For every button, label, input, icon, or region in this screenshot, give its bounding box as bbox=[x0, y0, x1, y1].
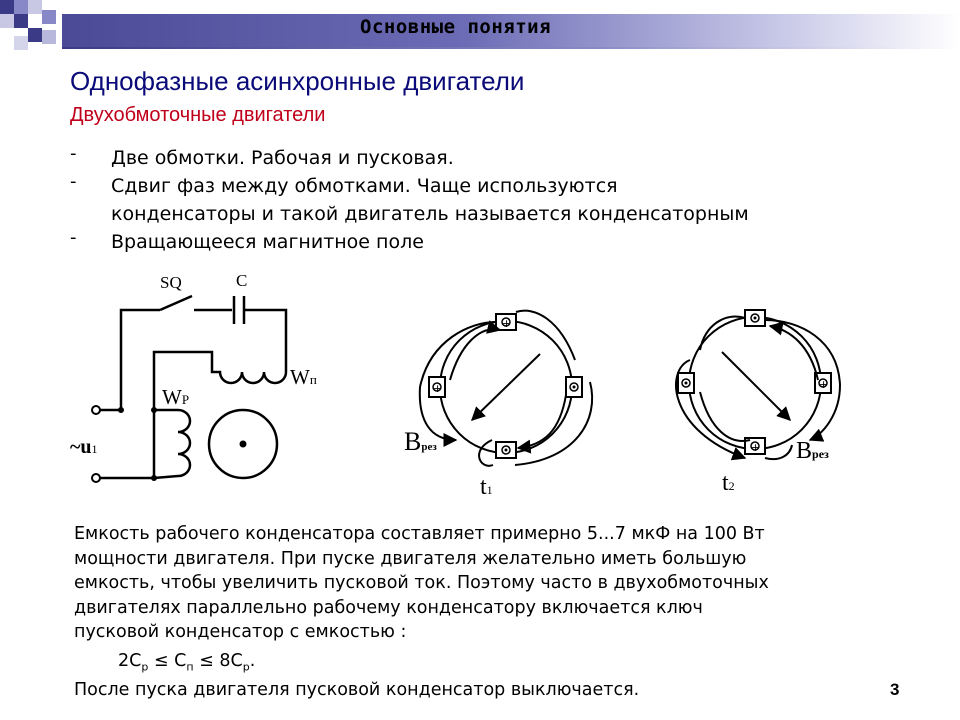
switch-blade bbox=[160, 296, 192, 310]
work-winding-label: WР bbox=[162, 385, 190, 409]
bullet-line: конденсаторы и такой двигатель называется конденсаторным bbox=[111, 203, 749, 225]
stator-t1-slot-marks bbox=[433, 317, 578, 454]
time-label-t2: t2 bbox=[722, 470, 735, 496]
page-number: 3 bbox=[890, 680, 900, 699]
circuit-schematic bbox=[100, 296, 286, 478]
stator-t1 bbox=[420, 311, 592, 466]
paragraph-line: пусковой конденсатор с емкостью : bbox=[74, 622, 407, 642]
junction-dot bbox=[151, 475, 157, 481]
start-winding-label: Wп bbox=[290, 365, 317, 389]
paragraph-line: мощности двигателя. При пуске двигателя желательно иметь большую bbox=[74, 548, 747, 569]
junction-dot bbox=[118, 407, 124, 413]
rotor-center bbox=[240, 441, 247, 448]
svg-text:+: + bbox=[751, 441, 761, 454]
slide-subtitle: Двухобмоточные двигатели bbox=[70, 104, 326, 126]
field-arrow bbox=[472, 354, 540, 420]
section-title: Основные понятия bbox=[360, 16, 552, 38]
svg-text:+: + bbox=[433, 382, 443, 395]
bullet-line: Сдвиг фаз между обмотками. Чаще используются bbox=[111, 175, 618, 197]
field-label-t2: Bрез bbox=[796, 438, 829, 464]
switch-label: SQ bbox=[160, 273, 182, 292]
time-label-t1: t1 bbox=[480, 474, 493, 500]
slide-title: Однофазные асинхронные двигатели bbox=[70, 66, 525, 96]
bullet-dash: - bbox=[70, 171, 77, 192]
capacitor-label: C bbox=[236, 271, 248, 290]
paragraph-line: Емкость рабочего конденсатора составляет примерно 5...7 мкФ на 100 Вт bbox=[74, 524, 765, 544]
svg-text:+: + bbox=[819, 378, 829, 391]
field-label-t1: Bрез bbox=[404, 427, 437, 456]
conclusion-line: После пуска двигателя пусковой конденсатор выключается. bbox=[74, 680, 640, 700]
supply-label: ~u1 bbox=[70, 436, 98, 458]
supply-terminal bbox=[92, 406, 100, 414]
capacitance-formula: $2C_p \le C_п \le 8C_p$. bbox=[118, 651, 256, 674]
work-winding-coil bbox=[154, 410, 190, 478]
bullet-line: Вращающееся магнитное поле bbox=[111, 231, 424, 253]
svg-text:+: + bbox=[502, 317, 512, 330]
stator-t2 bbox=[676, 310, 840, 459]
field-arrow bbox=[722, 352, 790, 420]
bullet-dash: - bbox=[70, 227, 77, 248]
body-paragraph bbox=[74, 522, 944, 645]
supply-terminal bbox=[92, 474, 100, 482]
start-winding-coil bbox=[154, 352, 286, 478]
junction-dot bbox=[151, 407, 157, 413]
paragraph-line: двигателях параллельно рабочему конденсатору включается ключ bbox=[74, 597, 703, 618]
paragraph-line: емкость, чтобы увеличить пусковой ток. Поэтому часто в двухобмоточных bbox=[74, 573, 769, 593]
bullet-line: Две обмотки. Рабочая и пусковая. bbox=[111, 147, 454, 169]
bullet-dash: - bbox=[70, 143, 77, 164]
